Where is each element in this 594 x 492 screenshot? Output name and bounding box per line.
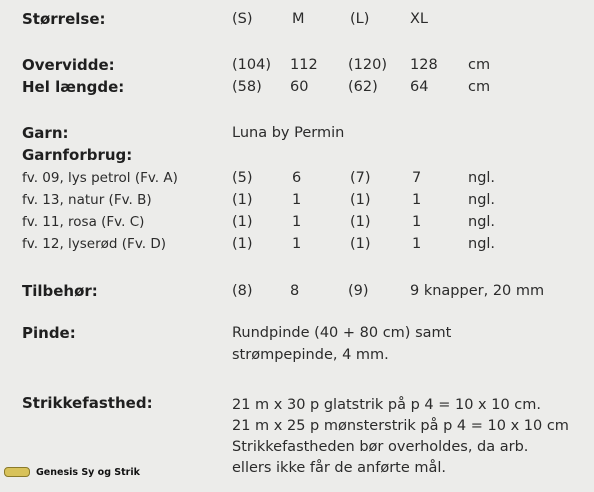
size-m: M [292, 11, 305, 27]
chest-width-xl: 128 [410, 57, 438, 73]
total-length-unit: cm [468, 79, 491, 95]
yarn-row-l: (1) [350, 192, 371, 208]
gauge-line-3: Strikkefastheden bør overholdes, da arb. [232, 439, 529, 455]
needles-line-1: Rundpinde (40 + 80 cm) samt [232, 325, 452, 341]
accessories-s: (8) [232, 283, 253, 299]
yarn-row-label: fv. 13, natur (Fv. B) [22, 192, 152, 208]
chest-width-m: 112 [290, 57, 318, 73]
chest-width-unit: cm [468, 57, 491, 73]
gauge-line-4: ellers ikke får de anførte mål. [232, 460, 447, 476]
yarn-row-label: fv. 11, rosa (Fv. C) [22, 214, 145, 230]
brand-logo-icon [4, 467, 30, 477]
size-l: (L) [350, 11, 370, 27]
yarn-row-xl: 1 [412, 214, 422, 230]
total-length-xl: 64 [410, 79, 429, 95]
needles-label: Pinde: [22, 324, 76, 342]
gauge-line-2: 21 m x 25 p mønsterstrik på p 4 = 10 x 10 cm [232, 418, 569, 434]
yarn-row-l: (7) [350, 170, 371, 186]
yarn-label: Garn: [22, 124, 69, 142]
yarn-row-s: (1) [232, 192, 253, 208]
total-length-s: (58) [232, 79, 262, 95]
brand-footer [4, 466, 140, 478]
yarn-row-s: (1) [232, 214, 253, 230]
yarn-row-m: 6 [292, 170, 302, 186]
yarn-row-xl: 7 [412, 170, 422, 186]
gauge-label: Strikkefasthed: [22, 394, 153, 412]
size-xl: XL [410, 11, 429, 27]
accessories-m: 8 [290, 283, 300, 299]
accessories-l: (9) [348, 283, 369, 299]
yarn-row-label: fv. 09, lys petrol (Fv. A) [22, 170, 178, 186]
total-length-l: (62) [348, 79, 378, 95]
yarn-row-s: (1) [232, 236, 253, 252]
chest-width-label: Overvidde: [22, 56, 115, 74]
chest-width-s: (104) [232, 57, 271, 73]
gauge-line-1: 21 m x 30 p glatstrik på p 4 = 10 x 10 cm. [232, 397, 542, 413]
size-label: Størrelse: [22, 10, 106, 28]
accessories-xl: 9 knapper, 20 mm [410, 283, 545, 299]
yarn-row-unit: ngl. [468, 170, 496, 186]
needles-line-2: strømpepinde, 4 mm. [232, 347, 389, 363]
yarn-value: Luna by Permin [232, 125, 345, 141]
brand-name: Genesis Sy og Strik [36, 466, 140, 478]
yarn-row-xl: 1 [412, 192, 422, 208]
yarn-row-xl: 1 [412, 236, 422, 252]
yarn-usage-label: Garnforbrug: [22, 146, 133, 164]
yarn-row-unit: ngl. [468, 192, 496, 208]
yarn-row-s: (5) [232, 170, 253, 186]
yarn-row-l: (1) [350, 236, 371, 252]
yarn-row-unit: ngl. [468, 214, 496, 230]
yarn-row-l: (1) [350, 214, 371, 230]
chest-width-l: (120) [348, 57, 387, 73]
yarn-row-m: 1 [292, 214, 302, 230]
yarn-row-m: 1 [292, 236, 302, 252]
total-length-m: 60 [290, 79, 309, 95]
size-s: (S) [232, 11, 253, 27]
yarn-row-unit: ngl. [468, 236, 496, 252]
total-length-label: Hel længde: [22, 78, 125, 96]
yarn-row-m: 1 [292, 192, 302, 208]
yarn-row-label: fv. 12, lyserød (Fv. D) [22, 236, 167, 252]
accessories-label: Tilbehør: [22, 282, 98, 300]
